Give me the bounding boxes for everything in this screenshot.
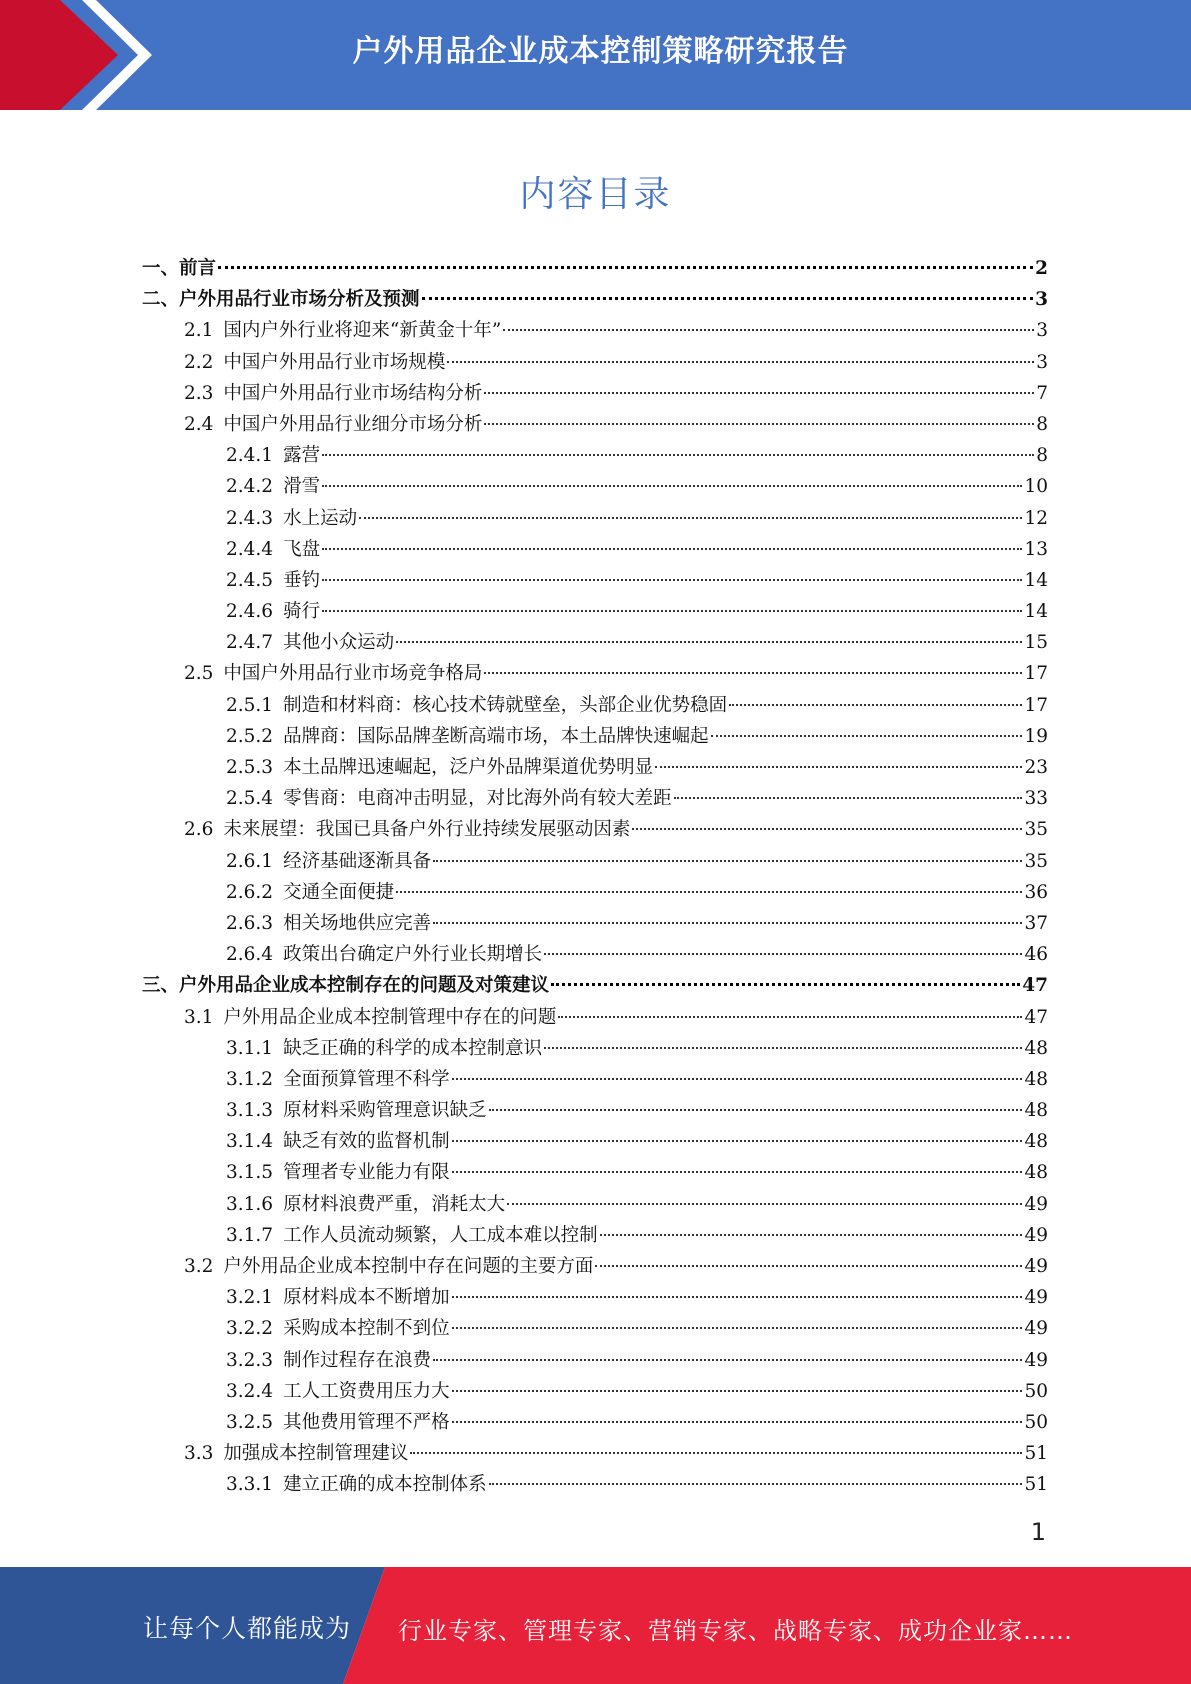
toc-entry-page: 13: [1024, 538, 1048, 560]
toc-entry[interactable]: [142, 1095, 1048, 1126]
toc-dot-leader: [544, 952, 1022, 955]
toc-entry[interactable]: [142, 347, 1048, 378]
toc-entry[interactable]: [142, 752, 1048, 783]
toc-entry-title: 滑雪: [283, 476, 321, 498]
toc-entry-page: 10: [1024, 476, 1048, 498]
toc-entry[interactable]: [142, 565, 1048, 596]
toc-entry-title: 一、前言: [142, 258, 217, 279]
toc-dot-leader: [422, 296, 1034, 300]
toc-entry-page: 17: [1024, 694, 1048, 716]
toc-entry-title: 国内户外行业将迎来“新黄金十年”: [223, 320, 502, 342]
toc-entry-title: 加强成本控制管理建议: [223, 1443, 409, 1465]
toc-entry-number: 3.2.2: [226, 1318, 274, 1340]
toc-dot-leader: [729, 703, 1022, 706]
toc-entry-page: 3: [1036, 351, 1048, 373]
toc-dot-leader: [452, 1139, 1023, 1142]
toc-entry-number: 2.5.4: [226, 788, 274, 810]
toc-entry-page: 48: [1024, 1131, 1048, 1153]
toc-entry[interactable]: [142, 1126, 1048, 1157]
toc-entry-title: 其他小众运动: [283, 632, 395, 654]
toc-entry-title: 其他费用管理不严格: [283, 1411, 450, 1433]
toc-entry-title: 交通全面便捷: [283, 881, 395, 903]
toc-dot-leader: [595, 1264, 1022, 1267]
toc-entry[interactable]: [142, 1469, 1048, 1500]
toc-entry-number: 2.6: [184, 819, 214, 841]
toc-entry-number: 2.2: [184, 351, 214, 373]
toc-dot-leader: [452, 1170, 1023, 1173]
toc-dot-leader: [218, 265, 1033, 269]
toc-heading: 内容目录: [519, 174, 672, 215]
report-footer: [0, 1567, 1191, 1684]
toc-entry-title: 户外用品企业成本控制中存在问题的主要方面: [223, 1256, 594, 1277]
toc-dot-leader: [632, 827, 1022, 830]
toc-entry[interactable]: [142, 1251, 1048, 1282]
toc-entry-number: 3.3: [184, 1443, 214, 1465]
toc-entry-title: 制作过程存在浪费: [283, 1349, 432, 1371]
toc-entry-number: 2.5.1: [226, 694, 274, 716]
toc-entry[interactable]: [142, 534, 1048, 565]
toc-entry-title: 飞盘: [283, 538, 321, 560]
toc-entry-number: 2.6.4: [226, 944, 274, 966]
toc-entry[interactable]: [142, 378, 1048, 409]
toc-entry-number: 2.4.1: [226, 445, 274, 467]
toc-entry-page: 35: [1024, 850, 1048, 872]
toc-dot-leader: [484, 422, 1034, 425]
footer-slogan-right: 行业专家、管理专家、营销专家、战略专家、成功企业家……: [398, 1617, 1073, 1645]
toc-dot-leader: [322, 484, 1022, 487]
toc-entry-page: 7: [1036, 382, 1048, 404]
toc-entry[interactable]: [142, 1282, 1048, 1313]
toc-dot-leader: [396, 890, 1022, 893]
toc-entry-page: 49: [1024, 1287, 1048, 1309]
table-of-contents: [142, 253, 1048, 1501]
toc-entry-page: 37: [1024, 912, 1048, 934]
toc-dot-leader: [322, 453, 1034, 456]
toc-entry-page: 49: [1024, 1318, 1048, 1340]
toc-entry-page: 19: [1024, 725, 1048, 747]
toc-entry[interactable]: [142, 939, 1048, 970]
toc-dot-leader: [711, 734, 1023, 737]
toc-entry-title: 未来展望：我国已具备户外行业持续发展驱动因素: [223, 819, 631, 841]
page-number: 1: [1030, 1518, 1046, 1546]
toc-entry-page: 49: [1024, 1256, 1048, 1277]
toc-dot-leader: [551, 982, 1020, 986]
toc-dot-leader: [433, 1358, 1022, 1361]
toc-entry-title: 工作人员流动频繁，人工成本难以控制: [283, 1224, 598, 1246]
toc-entry-title: 骑行: [283, 601, 321, 623]
toc-dot-leader: [489, 1482, 1023, 1485]
toc-entry-page: 48: [1024, 1162, 1048, 1184]
toc-entry-number: 3.1.5: [226, 1162, 274, 1184]
toc-dot-leader: [322, 547, 1022, 550]
toc-entry-title: 缺乏有效的监督机制: [283, 1131, 450, 1153]
toc-dot-leader: [322, 609, 1022, 612]
toc-entry[interactable]: [142, 1376, 1048, 1407]
toc-entry-number: 2.5.3: [226, 757, 274, 778]
toc-entry-number: 2.5: [184, 663, 214, 685]
toc-entry-number: 3.1.4: [226, 1131, 274, 1153]
toc-entry-page: 36: [1024, 881, 1048, 903]
toc-entry-number: 3.2.1: [226, 1287, 274, 1309]
toc-entry-title: 相关场地供应完善: [283, 912, 432, 934]
toc-entry-title: 经济基础逐渐具备: [283, 850, 432, 872]
toc-entry-title: 原材料浪费严重，消耗太大: [283, 1193, 506, 1215]
toc-entry-page: 8: [1036, 413, 1048, 435]
toc-entry[interactable]: [142, 690, 1048, 721]
footer-slogan-left: 让每个人都能成为: [143, 1614, 352, 1643]
toc-entry[interactable]: [142, 846, 1048, 877]
toc-entry-number: 2.3: [184, 382, 214, 404]
toc-dot-leader: [452, 1295, 1023, 1298]
toc-entry-title: 制造和材料商：核心技术铸就壁垒，头部企业优势稳固: [283, 694, 728, 716]
toc-entry[interactable]: [142, 409, 1048, 440]
toc-entry[interactable]: [142, 877, 1048, 908]
toc-dot-leader: [558, 1015, 1022, 1018]
toc-entry-number: 2.5.2: [226, 725, 274, 747]
toc-entry-title: 原材料采购管理意识缺乏: [283, 1100, 487, 1122]
toc-entry[interactable]: [142, 596, 1048, 627]
toc-entry[interactable]: [142, 1064, 1048, 1095]
toc-entry[interactable]: [142, 1033, 1048, 1064]
toc-entry-title: 露营: [283, 445, 321, 467]
toc-entry-title: 政策出台确定户外行业长期增长: [283, 944, 543, 966]
toc-entry-page: 3: [1035, 289, 1048, 311]
toc-entry-page: 17: [1024, 663, 1048, 685]
toc-dot-leader: [503, 328, 1034, 331]
toc-entry-title: 本土品牌迅速崛起，泛户外品牌渠道优势明显: [283, 757, 654, 778]
report-header: [0, 0, 1191, 110]
toc-entry-page: 14: [1024, 601, 1048, 623]
toc-entry[interactable]: [142, 1002, 1048, 1033]
toc-entry-number: 3.1.3: [226, 1100, 274, 1122]
toc-entry[interactable]: [142, 970, 1048, 1001]
toc-entry[interactable]: [142, 284, 1048, 315]
toc-entry-number: 2.4.2: [226, 476, 274, 498]
toc-entry-title: 原材料成本不断增加: [283, 1287, 450, 1309]
toc-entry[interactable]: [142, 1438, 1048, 1469]
toc-entry[interactable]: [142, 908, 1048, 939]
toc-dot-leader: [322, 578, 1022, 581]
toc-dot-leader: [507, 1202, 1022, 1205]
toc-entry-title: 二、户外用品行业市场分析及预测: [142, 289, 420, 311]
toc-entry-title: 采购成本控制不到位: [283, 1318, 450, 1340]
toc-entry-title: 垂钓: [283, 569, 321, 591]
toc-entry[interactable]: [142, 721, 1048, 752]
toc-entry-number: 3.1.7: [226, 1224, 274, 1246]
toc-entry-title: 水上运动: [283, 507, 358, 529]
toc-entry-title: 工人工资费用压力大: [283, 1380, 450, 1402]
toc-dot-leader: [674, 796, 1023, 799]
toc-entry-page: 46: [1024, 944, 1048, 966]
toc-dot-leader: [484, 671, 1022, 674]
toc-entry-page: 14: [1024, 569, 1048, 591]
toc-entry-title: 中国户外用品行业市场规模: [223, 351, 446, 373]
toc-entry-title: 中国户外用品行业市场竞争格局: [223, 663, 483, 685]
toc-entry-page: 33: [1024, 788, 1048, 810]
toc-dot-leader: [452, 1326, 1023, 1329]
toc-entry-page: 48: [1024, 1068, 1048, 1090]
toc-entry-page: 48: [1024, 1100, 1048, 1122]
toc-entry[interactable]: [142, 315, 1048, 346]
toc-entry[interactable]: [142, 814, 1048, 845]
toc-entry-title: 零售商：电商冲击明显，对比海外尚有较大差距: [283, 788, 672, 810]
toc-entry-number: 2.4.6: [226, 601, 274, 623]
toc-entry-number: 3.2.3: [226, 1349, 274, 1371]
toc-entry-number: 2.4.5: [226, 569, 274, 591]
toc-entry-number: 3.1.6: [226, 1193, 274, 1215]
toc-entry-page: 47: [1022, 975, 1048, 997]
toc-entry[interactable]: [142, 471, 1048, 502]
toc-entry-title: 品牌商：国际品牌垄断高端市场，本土品牌快速崛起: [283, 725, 709, 747]
toc-entry-page: 49: [1024, 1224, 1048, 1246]
toc-entry-page: 50: [1024, 1411, 1048, 1433]
toc-entry-page: 51: [1024, 1443, 1048, 1465]
toc-entry-page: 3: [1036, 320, 1048, 342]
toc-dot-leader: [410, 1451, 1022, 1454]
toc-entry-number: 3.3.1: [226, 1474, 274, 1496]
toc-entry[interactable]: [142, 1313, 1048, 1344]
toc-dot-leader: [484, 391, 1034, 394]
toc-entry-number: 2.6.1: [226, 850, 274, 872]
toc-entry-number: 2.4.7: [226, 632, 274, 654]
toc-entry[interactable]: [142, 1407, 1048, 1438]
toc-dot-leader: [600, 1233, 1023, 1236]
toc-entry[interactable]: [142, 658, 1048, 689]
toc-entry-number: 3.2: [184, 1256, 214, 1277]
toc-entry-page: 47: [1024, 1006, 1048, 1028]
toc-entry[interactable]: [142, 1345, 1048, 1376]
toc-entry[interactable]: [142, 1189, 1048, 1220]
toc-dot-leader: [396, 640, 1022, 643]
toc-dot-leader: [544, 1046, 1022, 1049]
toc-entry-title: 中国户外用品行业细分市场分析: [223, 413, 483, 435]
toc-entry[interactable]: [142, 503, 1048, 534]
toc-entry[interactable]: [142, 783, 1048, 814]
toc-entry[interactable]: [142, 1157, 1048, 1188]
toc-entry-page: 51: [1024, 1474, 1048, 1496]
toc-entry-number: 2.1: [184, 320, 214, 342]
toc-entry-title: 管理者专业能力有限: [283, 1162, 450, 1184]
toc-entry-title: 户外用品企业成本控制管理中存在的问题: [223, 1006, 557, 1028]
toc-entry-number: 2.6.2: [226, 881, 274, 903]
toc-dot-leader: [447, 360, 1034, 363]
toc-entry-title: 全面预算管理不科学: [283, 1068, 450, 1090]
toc-entry-number: 2.6.3: [226, 912, 274, 934]
toc-dot-leader: [452, 1420, 1023, 1423]
toc-entry-number: 3.1: [184, 1006, 214, 1028]
toc-entry-number: 3.1.1: [226, 1037, 274, 1059]
toc-entry-page: 15: [1024, 632, 1048, 654]
toc-entry-page: 2: [1035, 258, 1048, 279]
toc-entry-page: 12: [1024, 507, 1048, 529]
toc-dot-leader: [433, 921, 1022, 924]
toc-dot-leader: [655, 765, 1022, 768]
toc-entry-number: 3.2.4: [226, 1380, 274, 1402]
toc-entry-number: 3.2.5: [226, 1411, 274, 1433]
toc-entry-page: 48: [1024, 1037, 1048, 1059]
toc-dot-leader: [433, 859, 1022, 862]
toc-entry[interactable]: [142, 440, 1048, 471]
toc-dot-leader: [452, 1389, 1023, 1392]
toc-entry[interactable]: [142, 627, 1048, 658]
toc-entry-page: 35: [1024, 819, 1048, 841]
toc-entry-page: 49: [1024, 1193, 1048, 1215]
toc-entry-page: 23: [1024, 757, 1048, 778]
toc-dot-leader: [452, 1077, 1023, 1080]
toc-entry-page: 50: [1024, 1380, 1048, 1402]
toc-entry-page: 8: [1036, 445, 1048, 467]
toc-entry-title: 缺乏正确的科学的成本控制意识: [283, 1037, 543, 1059]
toc-entry-page: 49: [1024, 1349, 1048, 1371]
toc-dot-leader: [489, 1108, 1023, 1111]
toc-entry-title: 三、户外用品企业成本控制存在的问题及对策建议: [142, 975, 550, 997]
report-title: 户外用品企业成本控制策略研究报告: [352, 34, 849, 69]
toc-entry-number: 2.4: [184, 413, 214, 435]
toc-dot-leader: [359, 516, 1022, 519]
toc-entry-number: 2.4.4: [226, 538, 274, 560]
toc-entry-title: 中国户外用品行业市场结构分析: [223, 382, 483, 404]
toc-entry-title: 建立正确的成本控制体系: [283, 1474, 487, 1496]
toc-entry-number: 3.1.2: [226, 1068, 274, 1090]
toc-entry-number: 2.4.3: [226, 507, 274, 529]
toc-entry[interactable]: [142, 1220, 1048, 1251]
toc-entry[interactable]: [142, 253, 1048, 284]
